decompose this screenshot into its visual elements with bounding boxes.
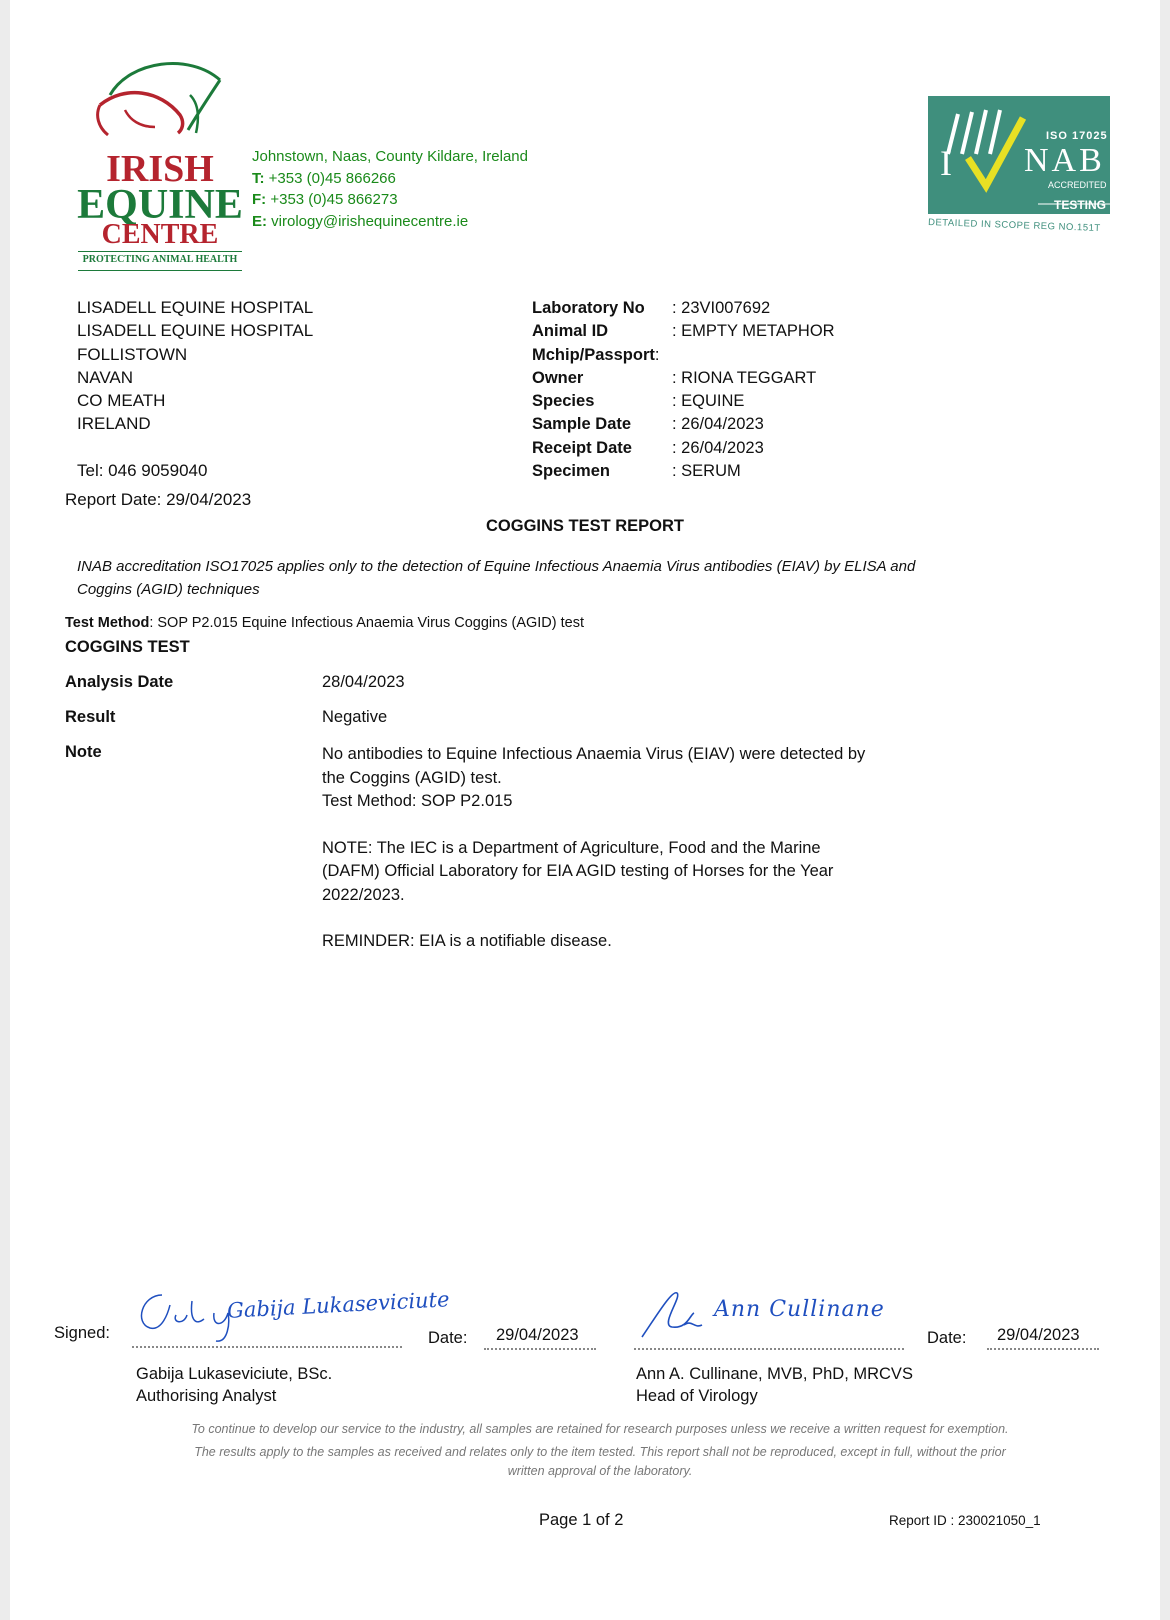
lab-info-row	[532, 437, 835, 460]
address-line: LISADELL EQUINE HOSPITAL	[77, 321, 314, 341]
address-line: FOLLISTOWN	[77, 344, 188, 364]
logo-word-irish: IRISH	[106, 148, 214, 190]
report-id: Report ID : 230021050_1	[889, 1513, 1041, 1528]
lab-info-label: Laboratory No	[532, 299, 645, 317]
email-label: E:	[252, 212, 267, 230]
disclaimer-line: To continue to develop our service to the industry, all samples are retained for research purposes unless we receive a written request for exemption.	[191, 1422, 1009, 1436]
recipient-address	[77, 296, 313, 482]
left-date-label: Date:	[428, 1329, 468, 1347]
lab-info-row	[532, 460, 835, 483]
logo-divider	[78, 270, 242, 271]
lab-info-value: : 26/04/2023	[672, 438, 764, 457]
note-label: Note	[65, 743, 102, 761]
dafm-line: 2022/2023.	[322, 885, 405, 904]
date-line	[484, 1348, 596, 1350]
lab-info-table	[532, 297, 835, 483]
right-date-label: Date:	[927, 1329, 967, 1347]
date-line	[987, 1348, 1099, 1350]
signature-line	[634, 1348, 904, 1350]
inab-accredited: ACCREDITED	[1048, 180, 1107, 190]
lab-info-value: : EQUINE	[672, 392, 745, 411]
irish-equine-centre-logo	[70, 55, 250, 275]
note-body	[322, 743, 865, 954]
signatory-title: Authorising Analyst	[136, 1386, 277, 1405]
phone-number: +353 (0)45 866266	[268, 169, 396, 187]
lab-info-value: :	[654, 345, 660, 364]
accreditation-note-line: Coggins (AGID) techniques	[77, 580, 260, 598]
dafm-line: NOTE: The IEC is a Department of Agriculture, Food and the Marine	[322, 838, 821, 857]
contact-block	[252, 146, 528, 232]
note-line: the Coggins (AGID) test.	[322, 768, 502, 787]
right-date-value: 29/04/2023	[997, 1326, 1080, 1344]
lab-info-label: Sample Date	[532, 415, 632, 434]
logo-tagline: PROTECTING ANIMAL HEALTH	[82, 254, 238, 265]
report-title: COGGINS TEST REPORT	[485, 517, 685, 535]
footer-disclaimer	[110, 1419, 1090, 1482]
inab-body: NAB	[1024, 142, 1105, 179]
address-line: NAVAN	[77, 367, 134, 387]
fax-number: +353 (0)45 866273	[270, 191, 398, 208]
right-signature	[632, 1285, 902, 1345]
signature-line	[132, 1346, 402, 1348]
lab-info-label: Owner	[532, 368, 584, 387]
report-date: Report Date: 29/04/2023	[65, 490, 252, 509]
lab-info-value: : EMPTY METAPHOR	[672, 322, 835, 341]
lab-info-label: Mchip/Passport	[532, 345, 655, 364]
phone-label: T:	[252, 169, 265, 187]
lab-info-row	[532, 344, 835, 367]
logo-word-equine: EQUINE	[77, 182, 243, 228]
test-method-value: : SOP P2.015 Equine Infectious Anaemia Virus Coggins (AGID) test	[149, 615, 585, 631]
centre-address: Johnstown, Naas, County Kildare, Ireland	[252, 148, 528, 165]
accreditation-note-line: INAB accreditation ISO17025 applies only to the detection of Equine Infectious Anaemia Virus antibodies (EIAV) by ELISA and	[77, 558, 916, 575]
inab-testing: TESTING	[1054, 198, 1107, 212]
inab-scope: DETAILED IN SCOPE REG NO.151T	[927, 216, 1101, 235]
lab-info-label: Species	[532, 392, 595, 411]
inab-standard: ISO 17025	[1046, 130, 1108, 142]
logo-word-centre: CENTRE	[101, 219, 219, 250]
signatory-title: Head of Virology	[636, 1386, 758, 1405]
left-date-value: 29/04/2023	[496, 1326, 579, 1344]
test-method-label: Test Method	[65, 615, 150, 631]
result-label: Result	[65, 708, 116, 726]
note-line: No antibodies to Equine Infectious Anaemia Virus (EIAV) were detected by	[322, 745, 866, 763]
lab-info-label: Animal ID	[532, 322, 609, 341]
signed-label: Signed:	[54, 1324, 110, 1342]
accreditation-note	[77, 556, 915, 601]
note-line: Test Method: SOP P2.015	[322, 792, 513, 810]
result-value: Negative	[322, 708, 388, 726]
lab-info-row	[532, 367, 835, 390]
reminder-line: REMINDER: EIA is a notifiable disease.	[322, 932, 612, 950]
left-signature-script: Gabija Lukaseviciute	[226, 1287, 451, 1323]
left-signatory	[136, 1364, 332, 1407]
right-signature-script: Ann Cullinane	[714, 1297, 885, 1322]
lab-info-value: : 23VI007692	[672, 299, 771, 317]
lab-info-label: Specimen	[532, 462, 610, 481]
email-address: virology@irishequinecentre.ie	[271, 212, 469, 230]
lab-info-row	[532, 297, 835, 320]
right-signatory	[636, 1364, 913, 1407]
inab-letter-i: I	[940, 143, 952, 183]
page-number: Page 1 of 2	[539, 1511, 624, 1529]
disclaimer-line: The results apply to the samples as received and relates only to the item tested. This report shall not be reproduced, except in full, without the prior	[194, 1445, 1006, 1459]
analysis-date-label: Analysis Date	[65, 673, 174, 691]
disclaimer-line: written approval of the laboratory.	[507, 1464, 693, 1478]
address-line: CO MEATH	[77, 391, 166, 411]
logo-divider	[78, 251, 242, 252]
lab-info-value: : 26/04/2023	[672, 415, 764, 434]
lab-info-value: : SERUM	[672, 462, 741, 481]
section-title: COGGINS TEST	[65, 638, 190, 656]
analysis-date-value: 28/04/2023	[322, 673, 405, 691]
signatory-name: Gabija Lukaseviciute, BSc.	[136, 1365, 333, 1383]
lab-info-row	[532, 390, 835, 413]
lab-info-label: Receipt Date	[532, 438, 632, 457]
recipient-tel: Tel: 046 9059040	[77, 460, 208, 480]
address-line: LISADELL EQUINE HOSPITAL	[77, 298, 314, 317]
lab-info-row	[532, 413, 835, 436]
horse-emblem-icon	[70, 55, 250, 150]
lab-info-row	[532, 320, 835, 343]
left-signature	[132, 1283, 451, 1343]
report-page	[10, 0, 1160, 1620]
dafm-line: (DAFM) Official Laboratory for EIA AGID testing of Horses for the Year	[322, 862, 834, 880]
test-method	[65, 615, 584, 631]
fax-label: F:	[252, 191, 267, 208]
address-line: IRELAND	[77, 414, 151, 434]
signatory-name: Ann A. Cullinane, MVB, PhD, MRCVS	[636, 1365, 913, 1383]
inab-accreditation-logo	[928, 96, 1110, 241]
lab-info-value: : RIONA TEGGART	[672, 368, 817, 387]
